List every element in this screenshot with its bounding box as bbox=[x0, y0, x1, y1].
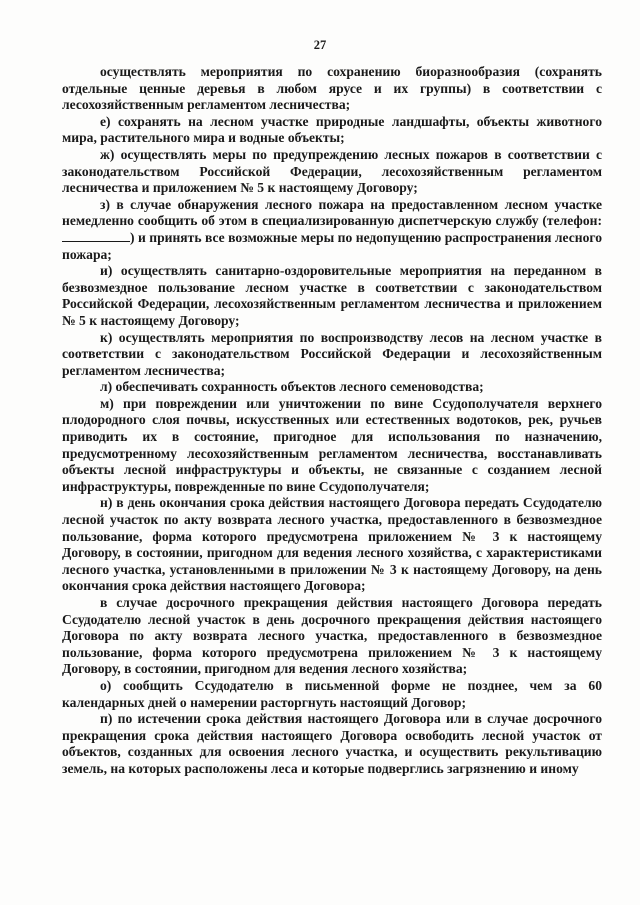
paragraph-e: е) сохранять на лесном участке природные ландшафты, объекты животного мира, растительного мира и водные объекты; bbox=[62, 113, 602, 146]
paragraph-z-text-before: з) в случае обнаружения лесного пожара на предоставленном лесном участке немедленно сообщить об этом в специализированную диспетчерскую службу (телефон: bbox=[62, 196, 602, 229]
paragraph-k: к) осуществлять мероприятия по воспроизводству лесов на лесном участке в соответствии с законодательством Российской Федерации и лесохозяйственным регламентом лесничества; bbox=[62, 329, 602, 378]
paragraph-z-text-after: ) и принять все возможные меры по недопущению распространения лесного пожара; bbox=[62, 229, 602, 262]
paragraph-m: м) при повреждении или уничтожении по вине Ссудополучателя верхнего плодородного слоя почвы, искусственных или естественных водотоков, рек, ручьев приводить их в состояние, пригодное для использования по назначению, предусмотренному лесохозяйственным регламентом лесничества, восстанавливать объекты лесной инфраструктуры и объекты, не связанные с созданием лесной инфраструктуры, поврежденные по вине Ссудополучателя; bbox=[62, 395, 602, 494]
paragraph-l: л) обеспечивать сохранность объектов лесного семеноводства; bbox=[100, 379, 484, 395]
paragraph-o: о) сообщить Ссудодателю в письменной форме не позднее, чем за 60 календарных дней о намерении расторгнуть настоящий Договор; bbox=[62, 677, 602, 710]
page-number: 27 bbox=[313, 38, 327, 52]
paragraph-n-early-termination: в случае досрочного прекращения действия настоящего Договора передать Ссудодателю лесной участок в день досрочного прекращения действия настоящего Договора по акту возврата лесного участка, предоставленного в безвозмездное пользование, форма которого предусмотрена приложением № 3 к настоящему Договору, в состоянии, пригодном для ведения лесного хозяйства; bbox=[62, 595, 602, 677]
paragraph-p: п) по истечении срока действия настоящего Договора или в случае досрочного прекращения срока действия настоящего Договора освободить лесной участок от объектов, созданных для освоения лесного участка, и осуществить рекультивацию земель, на которых расположены леса и которые подверглись загрязнению и иному bbox=[62, 711, 602, 776]
phone-blank-line bbox=[62, 230, 130, 242]
paragraph-biodiversity: осуществлять мероприятия по сохранению биоразнообразия (сохранять отдельные ценные деревья в любом ярусе и их группы) в соответствии с лесохозяйственным регламентом лесничества; bbox=[62, 64, 602, 113]
paragraph-i: и) осуществлять санитарно-оздоровительные мероприятия на переданном в безвозмездное пользование лесном участке в соответствии с законодательством Российской Федерации, лесохозяйственным регламентом лесничества и приложением № 5 к настоящему Договору; bbox=[62, 263, 602, 328]
paragraph-z bbox=[62, 197, 602, 263]
paragraph-n: н) в день окончания срока действия настоящего Договора передать Ссудодателю лесной участок по акту возврата лесного участка, предоставленного в безвозмездное пользование, форма которого предусмотрена приложением № 3 к настоящему Договору, в состоянии, пригодном для ведения лесного хозяйства, с характеристиками лесного участка, установленными в приложении № 3 к настоящему Договору, на день окончания срока действия настоящего Договора; bbox=[62, 495, 602, 594]
document-body bbox=[62, 64, 602, 778]
paragraph-zh: ж) осуществлять меры по предупреждению лесных пожаров в соответствии с законодательством Российской Федерации, лесохозяйственным регламентом лесничества и приложением № 5 к настоящему Договору; bbox=[62, 146, 602, 196]
